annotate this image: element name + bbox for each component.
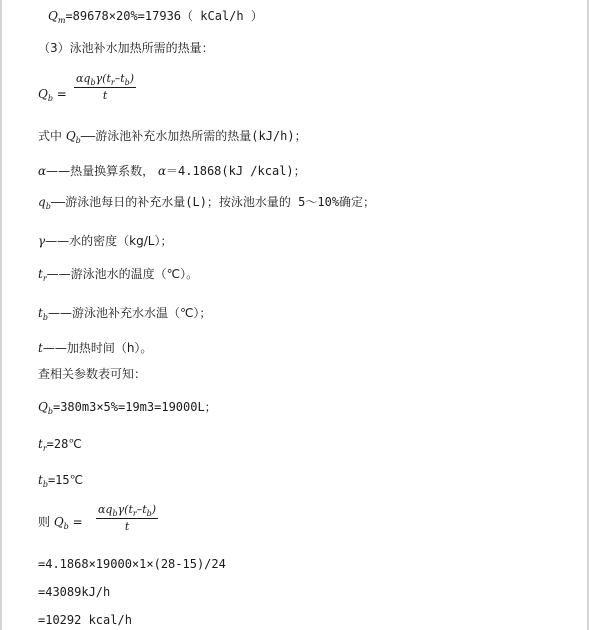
tr-value-line: $t_r=28℃$ bbox=[38, 437, 82, 453]
definition-tb: $t_b——$游泳池补充水水温（℃）； bbox=[38, 306, 212, 322]
definition-qb: 式中 $Q_b——$游泳池补充水加热所需的热量(kJ/h)； bbox=[38, 129, 307, 145]
calc-step-2: =43089kJ/h bbox=[38, 585, 111, 599]
fraction-denominator: t bbox=[124, 520, 130, 533]
calc-step-1: =4.1868×19000×1×(28-15)/24 bbox=[38, 557, 226, 571]
definition-t: t——加热时间（h）。 bbox=[38, 341, 153, 355]
var-q: Q bbox=[48, 9, 58, 23]
formula-fraction bbox=[74, 72, 136, 102]
definition-gamma: γ——水的密度（kg/L）； bbox=[38, 234, 173, 248]
var-q: Q bbox=[38, 87, 48, 101]
sub-b: b bbox=[47, 94, 53, 103]
fraction-numerator: $\alpha q_b\gamma(t_r-t_b)$ bbox=[98, 503, 157, 518]
calc-step-3: =10292 kcal/h bbox=[38, 613, 132, 627]
definition-alpha: α——热量换算系数， α＝4.1868(kJ /kcal)； bbox=[38, 164, 306, 178]
fraction-numerator: $\alpha q_b\gamma(t_r-t_b)$ bbox=[76, 72, 135, 87]
fraction-denominator: t bbox=[102, 89, 108, 102]
qb-value-line: $Q_b=380m3\times 5\%=19m3=19000L$； bbox=[38, 400, 217, 416]
lookup-heading: 查相关参数表可知： bbox=[38, 367, 147, 381]
section-3-heading: （3）泳池补水加热所需的热量： bbox=[38, 41, 214, 55]
then-formula-fraction bbox=[96, 503, 158, 533]
formula-line bbox=[38, 86, 67, 104]
equals-sign: = bbox=[52, 87, 67, 101]
definition-qb-small: $q_b——$游泳池每日的补充水量(L)；按泳池水量的 5～10%确定； bbox=[38, 195, 376, 211]
definition-tr: $t_r——$游泳池水的温度（℃）。 bbox=[38, 267, 199, 283]
left-border bbox=[0, 0, 2, 630]
sub-m: m bbox=[57, 16, 66, 25]
tb-value-line: $t_b=15℃$ bbox=[38, 473, 84, 489]
then-formula-line: 则 $Q_b$ = bbox=[38, 515, 83, 531]
qm-result-line bbox=[48, 8, 263, 26]
qm-value: =89678×20%=17936（ kCal/h ） bbox=[65, 9, 263, 23]
